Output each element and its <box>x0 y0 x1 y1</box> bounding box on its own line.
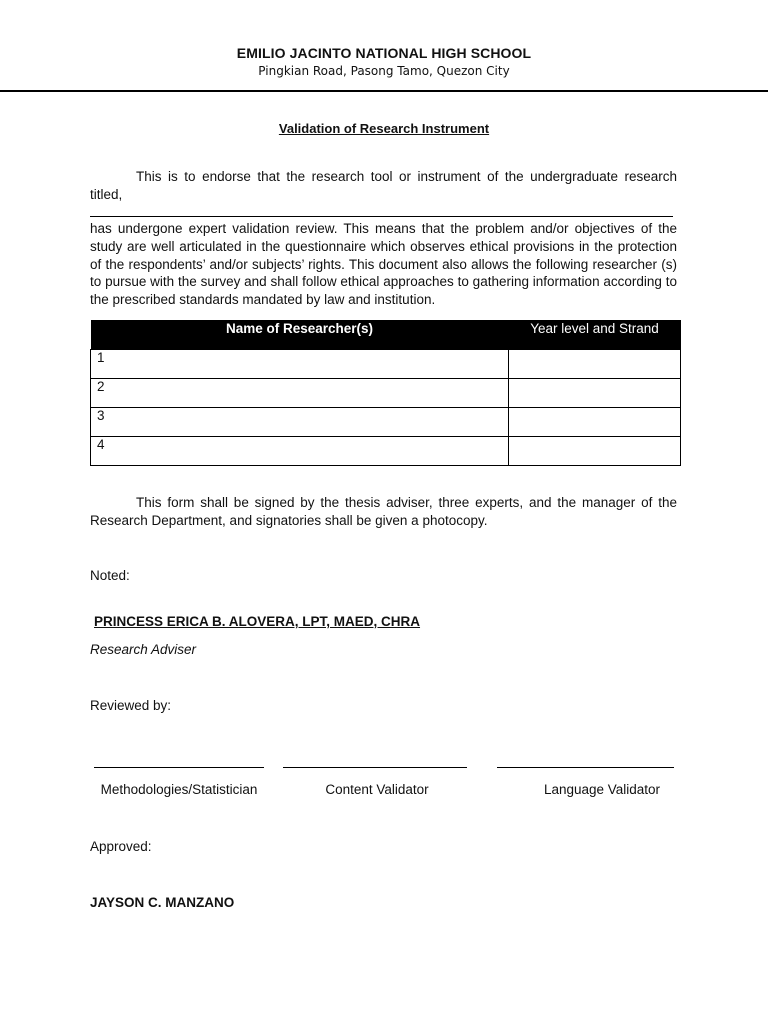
researcher-name-cell: 3 <box>91 408 509 437</box>
reviewed-by-label: Reviewed by: <box>90 698 172 713</box>
researcher-name-cell: 1 <box>91 350 509 379</box>
adviser-role: Research Adviser <box>90 642 197 657</box>
researcher-table <box>90 320 681 466</box>
signature-line-language-validator <box>497 767 674 768</box>
reviewer-role-methodologist: Methodologies/Statistician <box>100 782 258 797</box>
table-row <box>91 379 681 408</box>
adviser-name: PRINCESS ERICA B. ALOVERA, LPT, MAED, CHRA <box>94 614 421 629</box>
approver-name: JAYSON C. MANZANO <box>90 895 235 910</box>
table-row <box>91 350 681 379</box>
header-divider <box>0 90 768 92</box>
signing-instruction-paragraph: This form shall be signed by the thesis adviser, three experts, and the manager of the Research Department, and signatories shall be given a photocopy. <box>90 495 677 528</box>
column-header-researcher-name: Name of Researcher(s) <box>91 320 509 350</box>
year-strand-cell <box>509 437 681 466</box>
table-header-row <box>91 320 681 350</box>
document-title: Validation of Research Instrument <box>278 121 490 136</box>
year-strand-cell <box>509 379 681 408</box>
year-strand-cell <box>509 350 681 379</box>
school-address: Pingkian Road, Pasong Tamo, Quezon City <box>258 64 510 78</box>
signature-line-content-validator <box>283 767 467 768</box>
researcher-name-cell: 2 <box>91 379 509 408</box>
noted-label: Noted: <box>90 568 130 583</box>
research-title-blank-line <box>90 216 673 217</box>
year-strand-cell <box>509 408 681 437</box>
table-row <box>91 408 681 437</box>
column-header-year-strand: Year level and Strand <box>509 320 681 350</box>
reviewer-role-language-validator: Language Validator <box>543 782 661 797</box>
approved-label: Approved: <box>90 839 152 854</box>
reviewer-role-content-validator: Content Validator <box>325 782 429 797</box>
table-row <box>91 437 681 466</box>
researcher-name-cell: 4 <box>91 437 509 466</box>
signature-line-methodologist <box>94 767 264 768</box>
school-name: EMILIO JACINTO NATIONAL HIGH SCHOOL <box>236 45 532 61</box>
endorsement-paragraph: This is to endorse that the research tool or instrument of the undergraduate research titled, <box>90 169 677 202</box>
validation-paragraph: has undergone expert validation review. This means that the problem and/or objectives of the study are well articulated in the questionnaire which observes ethical provisions in the protection of the respondents’ and/or subjects’ rights. This document also allows the following researcher (s) to pursue with the survey and shall follow ethical approaches to gathering information according to the prescribed standards mandated by law and institution. <box>90 221 677 308</box>
